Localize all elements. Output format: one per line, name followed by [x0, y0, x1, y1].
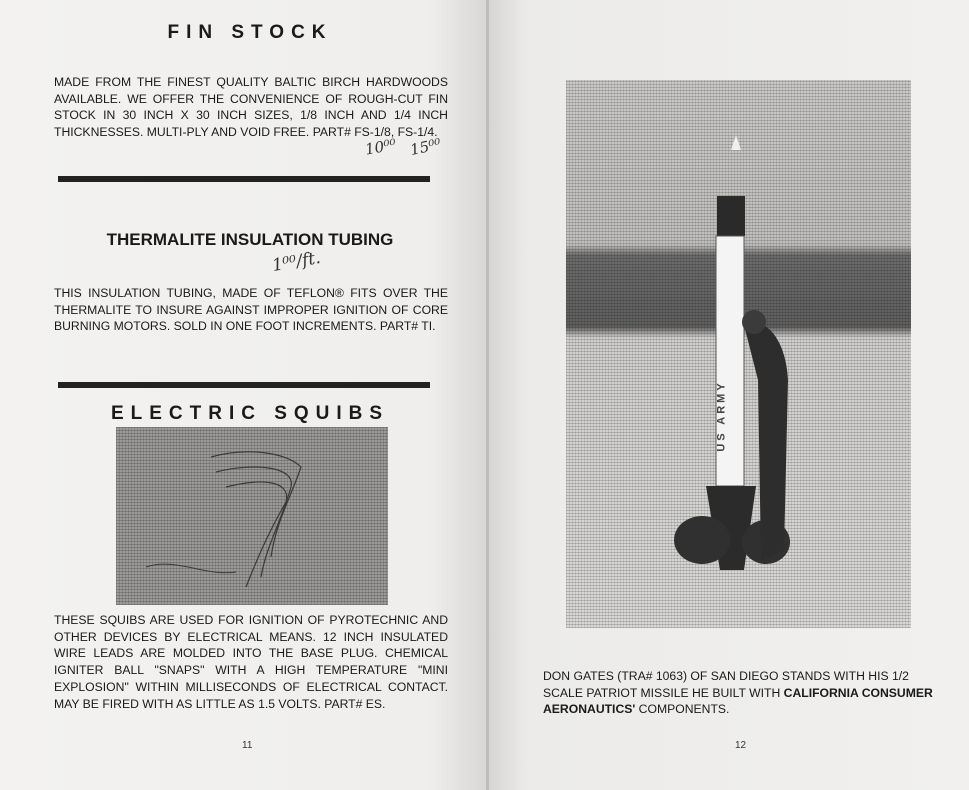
handwritten-price-3: 1⁰⁰/ft. — [270, 247, 323, 277]
rocket-silhouette — [566, 80, 911, 628]
caption-end: COMPONENTS. — [635, 702, 730, 717]
thermalite-heading: THERMALITE INSULATION TUBING — [106, 230, 394, 249]
patriot-missile-photo — [566, 80, 911, 628]
page-number-left: 11 — [242, 740, 253, 751]
photo-caption — [543, 668, 941, 718]
thermalite-body: THIS INSULATION TUBING, MADE OF TEFLON® FITS OVER THE THERMALITE TO INSURE AGAINST IMPROPER IGNITION OF CORE BURNING MOTORS. SOLD IN ONE FOOT INCREMENTS. PART# TI. — [54, 286, 448, 334]
squibs-wires-illustration — [116, 427, 388, 605]
page-number-right: 12 — [735, 740, 747, 751]
squibs-heading: ELECTRIC SQUIBS — [110, 403, 390, 424]
fin-stock-heading: FIN STOCK — [167, 22, 333, 43]
squibs-body: THESE SQUIBS ARE USED FOR IGNITION OF PYROTECHNIC AND OTHER DEVICES BY ELECTRICAL MEANS. 12 INCH INSULATED WIRE LEADS ARE MOLDED INTO THE BASE PLUG. CHEMICAL IGNITER BALL "SNAPS" WITH A HIGH TEMPERATURE "MINI EXPLOSION" WITHIN MILLISECONDS OF ELECTRICAL CONTACT. MAY BE FIRED WITH AS LITTLE AS 1.5 VOLTS. PART# ES. — [54, 613, 448, 711]
right-page — [489, 0, 969, 790]
caption-company: CALIFORNIA CONSUMER AERONAUTICS' — [543, 685, 933, 717]
section-divider-2 — [58, 382, 430, 388]
handwritten-price-2: 15⁰⁰ — [408, 134, 443, 160]
fin-stock-body: MADE FROM THE FINEST QUALITY BALTIC BIRCH HARDWOODS AVAILABLE. WE OFFER THE CONVENIENCE OF ROUGH-CUT FIN STOCK IN 30 INCH X 30 INCH SIZES, 1/8 INCH AND 1/4 INCH THICKNESSES. MULTI-PLY AND VOID FREE. PART# FS-1/8, FS-1/4. — [54, 75, 448, 140]
handwritten-price-1: 10⁰⁰ — [363, 135, 398, 159]
us-army-marking: US ARMY — [715, 380, 728, 452]
section-divider-1 — [58, 176, 430, 182]
caption-plain: DON GATES (TRA# 1063) OF SAN DIEGO STANDS WITH HIS 1/2 SCALE PATRIOT MISSILE HE BUILT WITH — [543, 669, 909, 700]
squibs-photo — [116, 427, 388, 605]
